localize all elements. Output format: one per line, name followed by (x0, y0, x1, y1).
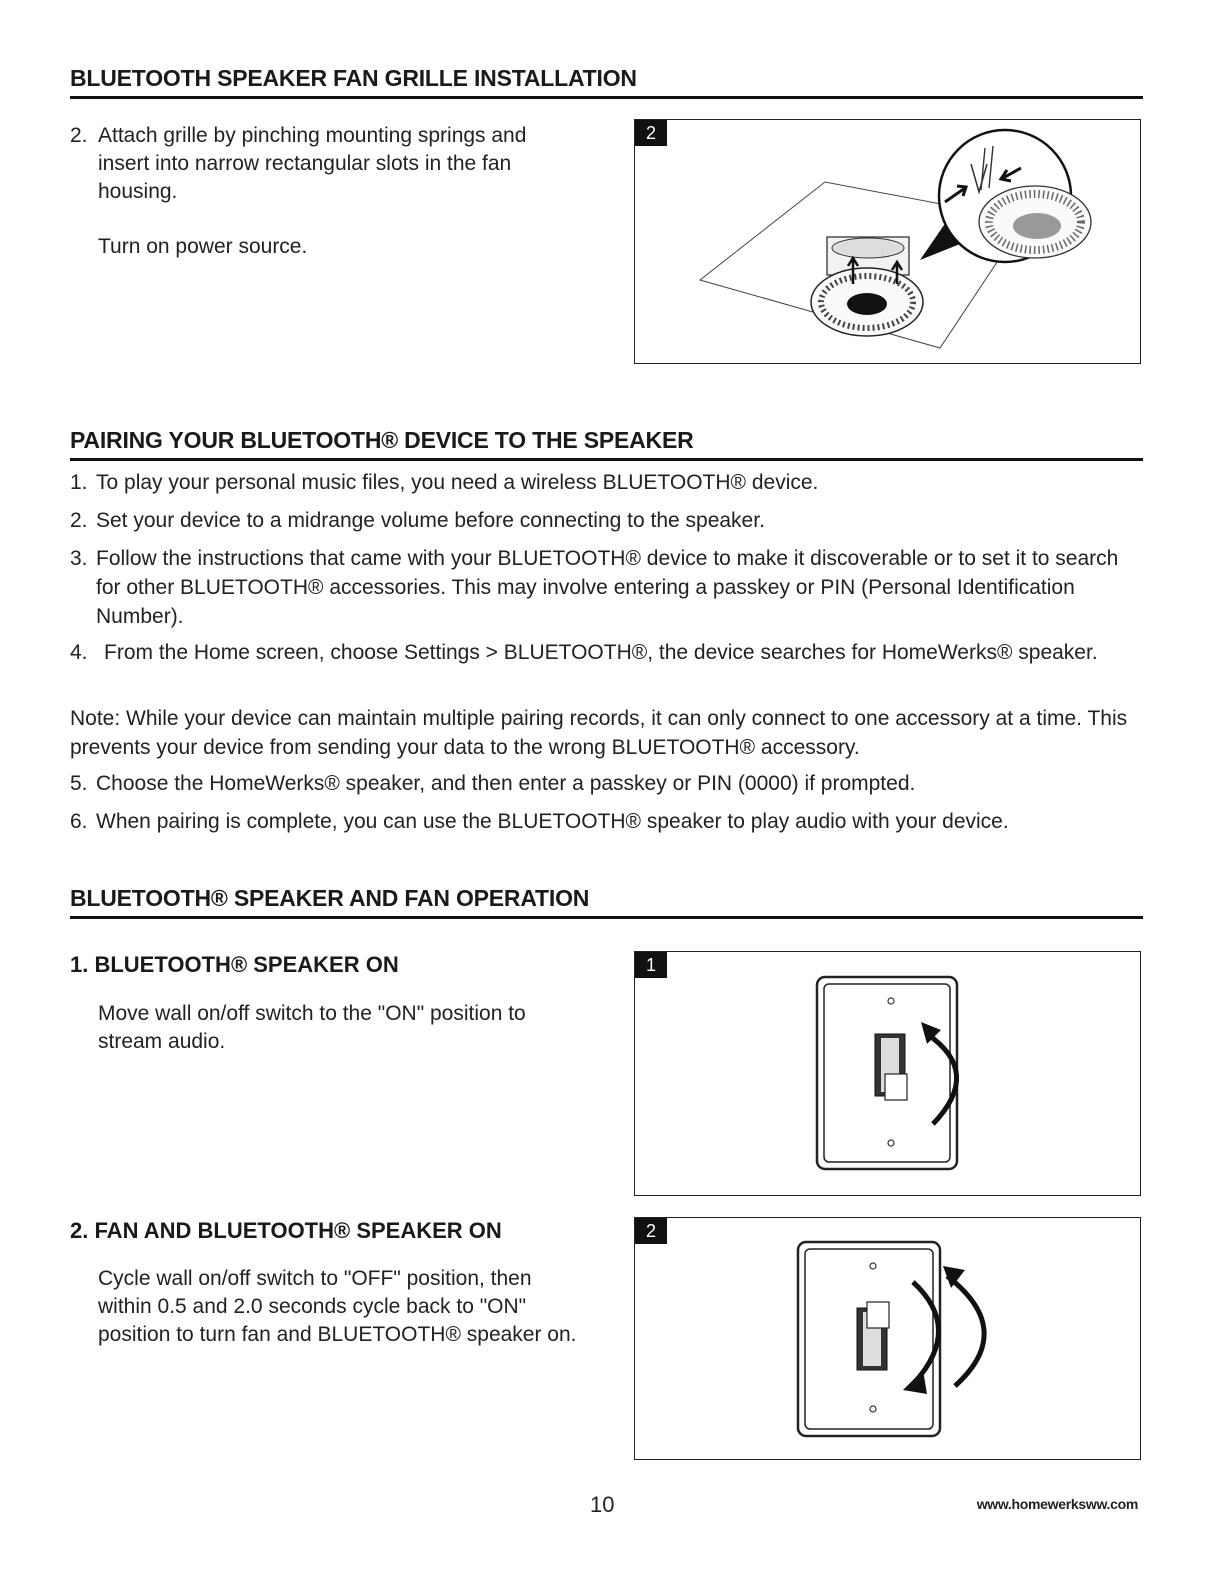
item-number: 5. (70, 772, 88, 795)
page-number: 10 (590, 1492, 615, 1517)
figure-label: 1 (635, 952, 667, 978)
section-heading-pairing: PAIRING YOUR BLUETOOTH® DEVICE TO THE SPEAKER (70, 426, 1143, 461)
item-number: 2. (70, 509, 88, 532)
switch-cycle-illustration (635, 1218, 1140, 1459)
switch-on-illustration (635, 952, 1140, 1195)
grille-illustration (635, 120, 1140, 363)
list-item-note (70, 704, 1145, 762)
figure-switch-cycle (634, 1217, 1141, 1460)
step-text: Attach grille by pinching mounting springs and insert into narrow rectangular slots in the fan housing. (98, 124, 527, 203)
list-item (70, 506, 1145, 535)
note-text: Note: While your device can maintain multiple pairing records, it can only connect to one accessory at a time. This prevents your device from sending your data to the wrong BLUETOOTH® accessory. (70, 707, 1128, 759)
fan-and-speaker-instruction: Cycle wall on/off switch to "OFF" position, then within 0.5 and 2.0 seconds cycle back to "ON" position to turn fan and BLUETOOTH® speaker on. (98, 1267, 577, 1346)
figure-switch-on (634, 951, 1141, 1196)
speaker-on-instruction: Move wall on/off switch to the "ON" position to stream audio. (98, 1002, 526, 1053)
list-item (70, 807, 1145, 836)
item-number: 6. (70, 810, 88, 833)
item-text: Choose the HomeWerks® speaker, and then enter a passkey or PIN (0000) if prompted. (96, 772, 916, 795)
list-item (70, 544, 1145, 631)
list-item (70, 638, 1145, 667)
step-text-power: Turn on power source. (98, 235, 308, 258)
item-number: 3. (70, 547, 88, 570)
website-url: www.homewerksww.com (976, 1496, 1138, 1512)
item-text: When pairing is complete, you can use the BLUETOOTH® speaker to play audio with your device. (96, 810, 1009, 833)
item-text: To play your personal music files, you need a wireless BLUETOOTH® device. (96, 471, 819, 494)
list-item (70, 769, 1145, 798)
subheading-speaker-on: 1. BLUETOOTH® SPEAKER ON (70, 952, 399, 977)
section-heading-operation: BLUETOOTH® SPEAKER AND FAN OPERATION (70, 884, 1143, 919)
item-text: Set your device to a midrange volume before connecting to the speaker. (96, 509, 765, 532)
step-number: 2. (70, 124, 88, 147)
section-heading-grille-installation: BLUETOOTH SPEAKER FAN GRILLE INSTALLATION (70, 64, 1143, 99)
item-number: 4. (70, 641, 88, 664)
item-text: Follow the instructions that came with your BLUETOOTH® device to make it discoverable or to set it to search for other BLUETOOTH® accessories. This may involve entering a passkey or PIN (Personal Identification Number). (96, 547, 1119, 628)
item-text: From the Home screen, choose Settings > BLUETOOTH®, the device searches for HomeWerks® speaker. (104, 641, 1098, 664)
figure-label: 2 (635, 1218, 667, 1244)
subheading-fan-and-speaker-on: 2. FAN AND BLUETOOTH® SPEAKER ON (70, 1218, 502, 1243)
item-number: 1. (70, 471, 88, 494)
figure-label: 2 (635, 120, 667, 146)
figure-grille-installation (634, 119, 1141, 364)
list-item (70, 468, 1145, 497)
step-2-instruction (70, 122, 550, 206)
